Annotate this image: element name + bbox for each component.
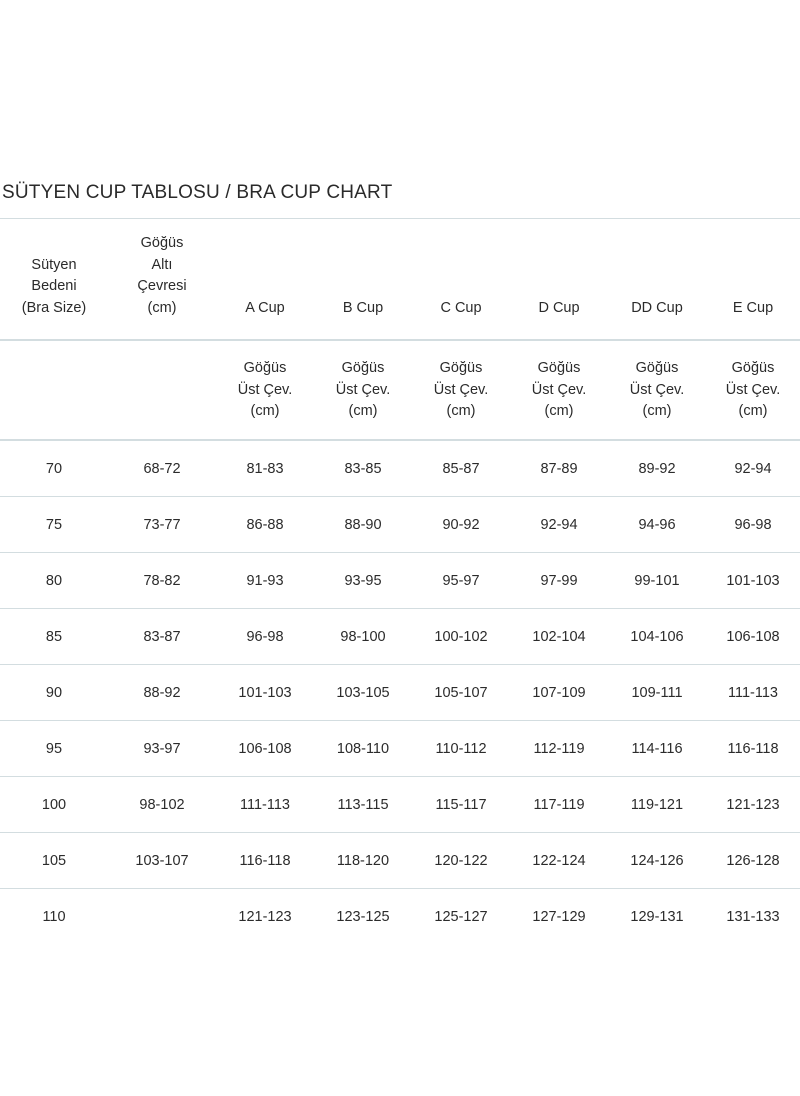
b-cup-cell: 93-95 bbox=[344, 573, 382, 589]
underbust-cell: 78-82 bbox=[143, 573, 181, 589]
d-cup-cell: 127-129 bbox=[532, 909, 586, 925]
underbust-cell: 73-77 bbox=[143, 517, 181, 533]
e-cup-cell: 106-108 bbox=[726, 629, 780, 645]
dd-cup-cell: 99-101 bbox=[634, 573, 680, 589]
table-subheader-row bbox=[0, 341, 800, 439]
c-cup-cell: 115-117 bbox=[435, 797, 487, 813]
subheader-bust: Göğüs Üst Çev. (cm) bbox=[433, 360, 489, 419]
bra-size-cell: 95 bbox=[45, 741, 63, 757]
c-cup-cell: 95-97 bbox=[442, 573, 480, 589]
subheader-bust: Göğüs Üst Çev. (cm) bbox=[629, 360, 685, 419]
bra-size-cell: 85 bbox=[45, 629, 63, 645]
e-cup-cell: 116-118 bbox=[727, 741, 779, 757]
dd-cup-cell: 104-106 bbox=[630, 629, 684, 645]
b-cup-cell: 83-85 bbox=[344, 461, 382, 477]
a-cup-cell: 121-123 bbox=[238, 909, 292, 925]
c-cup-cell: 125-127 bbox=[434, 909, 488, 925]
dd-cup-cell: 119-121 bbox=[630, 797, 684, 813]
size-chart-table bbox=[0, 218, 800, 944]
bra-size-cell: 110 bbox=[42, 909, 66, 925]
a-cup-cell: 81-83 bbox=[246, 461, 284, 477]
underbust-cell bbox=[108, 916, 216, 917]
table-header-row bbox=[0, 219, 800, 339]
table-row bbox=[0, 665, 800, 720]
bra-size-cell: 75 bbox=[45, 517, 63, 533]
bra-size-cell: 70 bbox=[45, 461, 63, 477]
underbust-cell: 88-92 bbox=[143, 685, 181, 701]
header-underbust: Göğüs Altı Çevresi (cm) bbox=[137, 235, 187, 316]
subheader-bust: Göğüs Üst Çev. (cm) bbox=[531, 360, 587, 419]
table-row bbox=[0, 609, 800, 664]
underbust-cell: 93-97 bbox=[143, 741, 181, 757]
subheader-bust: Göğüs Üst Çev. (cm) bbox=[237, 360, 293, 419]
d-cup-cell: 107-109 bbox=[532, 685, 586, 701]
b-cup-cell: 118-120 bbox=[336, 853, 390, 869]
a-cup-cell: 101-103 bbox=[238, 685, 292, 701]
e-cup-cell: 111-113 bbox=[728, 685, 778, 701]
bra-size-cell: 105 bbox=[41, 853, 67, 869]
a-cup-cell: 86-88 bbox=[246, 517, 284, 533]
b-cup-cell: 88-90 bbox=[344, 517, 382, 533]
header-d-cup: D Cup bbox=[538, 299, 580, 316]
a-cup-cell: 106-108 bbox=[238, 741, 292, 757]
header-dd-cup: DD Cup bbox=[631, 299, 683, 316]
subheader-bust: Göğüs Üst Çev. (cm) bbox=[725, 360, 781, 419]
table-row bbox=[0, 721, 800, 776]
c-cup-cell: 120-122 bbox=[434, 853, 488, 869]
b-cup-cell: 108-110 bbox=[336, 741, 390, 757]
b-cup-cell: 98-100 bbox=[340, 629, 386, 645]
subheader-bust: Göğüs Üst Çev. (cm) bbox=[335, 360, 391, 419]
c-cup-cell: 85-87 bbox=[442, 461, 480, 477]
header-b-cup: B Cup bbox=[342, 299, 384, 316]
header-c-cup: C Cup bbox=[440, 299, 482, 316]
underbust-cell: 68-72 bbox=[143, 461, 181, 477]
dd-cup-cell: 109-111 bbox=[631, 685, 683, 701]
b-cup-cell: 103-105 bbox=[336, 685, 390, 701]
dd-cup-cell: 124-126 bbox=[630, 853, 684, 869]
a-cup-cell: 91-93 bbox=[246, 573, 284, 589]
bra-size-cell: 80 bbox=[45, 573, 63, 589]
d-cup-cell: 102-104 bbox=[532, 629, 586, 645]
d-cup-cell: 97-99 bbox=[540, 573, 578, 589]
table-row bbox=[0, 777, 800, 832]
underbust-cell: 103-107 bbox=[135, 853, 189, 869]
d-cup-cell: 87-89 bbox=[540, 461, 578, 477]
d-cup-cell: 112-119 bbox=[533, 741, 585, 757]
table-row bbox=[0, 441, 800, 496]
table-row bbox=[0, 889, 800, 944]
e-cup-cell: 101-103 bbox=[726, 573, 780, 589]
bra-size-cell: 100 bbox=[41, 797, 67, 813]
dd-cup-cell: 129-131 bbox=[630, 909, 684, 925]
underbust-cell: 98-102 bbox=[139, 797, 185, 813]
header-a-cup: A Cup bbox=[245, 299, 285, 316]
table-row bbox=[0, 833, 800, 888]
d-cup-cell: 92-94 bbox=[540, 517, 578, 533]
d-cup-cell: 122-124 bbox=[532, 853, 586, 869]
b-cup-cell: 123-125 bbox=[336, 909, 390, 925]
a-cup-cell: 111-113 bbox=[240, 797, 290, 813]
d-cup-cell: 117-119 bbox=[533, 797, 585, 813]
e-cup-cell: 92-94 bbox=[734, 461, 772, 477]
page-title: SÜTYEN CUP TABLOSU / BRA CUP CHART bbox=[2, 182, 393, 203]
c-cup-cell: 90-92 bbox=[442, 517, 480, 533]
table-row bbox=[0, 497, 800, 552]
e-cup-cell: 126-128 bbox=[726, 853, 780, 869]
underbust-cell: 83-87 bbox=[143, 629, 181, 645]
dd-cup-cell: 89-92 bbox=[638, 461, 676, 477]
e-cup-cell: 131-133 bbox=[726, 909, 780, 925]
c-cup-cell: 100-102 bbox=[434, 629, 488, 645]
c-cup-cell: 110-112 bbox=[435, 741, 487, 757]
b-cup-cell: 113-115 bbox=[337, 797, 389, 813]
header-e-cup: E Cup bbox=[732, 299, 774, 316]
a-cup-cell: 116-118 bbox=[239, 853, 291, 869]
c-cup-cell: 105-107 bbox=[434, 685, 488, 701]
bra-size-cell: 90 bbox=[45, 685, 63, 701]
table-row bbox=[0, 553, 800, 608]
e-cup-cell: 96-98 bbox=[734, 517, 772, 533]
dd-cup-cell: 94-96 bbox=[638, 517, 676, 533]
a-cup-cell: 96-98 bbox=[246, 629, 284, 645]
dd-cup-cell: 114-116 bbox=[631, 741, 683, 757]
e-cup-cell: 121-123 bbox=[726, 797, 780, 813]
header-bra-size: Sütyen Bedeni (Bra Size) bbox=[21, 256, 87, 316]
